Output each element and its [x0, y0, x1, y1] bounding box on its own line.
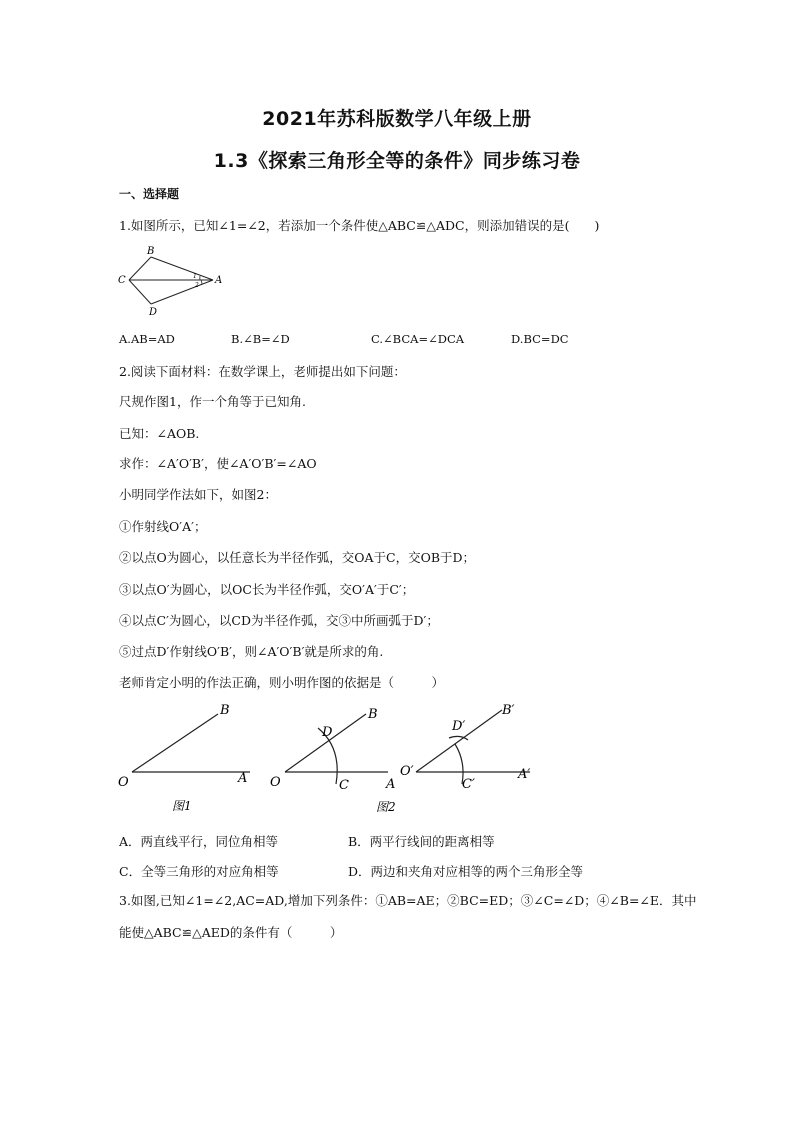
q2-line-10: ⑤过点D′作射线O′B′，则∠A′O′B′就是所求的角.: [119, 644, 384, 659]
q3-line-1: 3.如图,已知∠1=∠2,AC=AD,增加下列条件：①AB=AE；②BC=ED；③∠C=∠D；④∠B=∠E．其中: [119, 893, 697, 908]
fig3-label-c: C′: [462, 777, 475, 792]
fig2-label-a: A: [386, 777, 396, 792]
q1-label-a: A: [215, 275, 223, 286]
title-line-1: 2021年苏科版数学八年级上册: [262, 108, 532, 130]
q2-figure-3: [400, 703, 530, 792]
q1-figure: [115, 242, 225, 318]
q2-line-4: 求作：∠A′O′B′，使∠A′O′B′=∠AO: [119, 456, 317, 471]
fig3-label-a: A′: [518, 767, 531, 782]
q1-option-b: B.∠B=∠D: [231, 332, 290, 346]
q1-label-1: 1: [193, 273, 197, 280]
q2-line-2: 尺规作图1，作一个角等于已知角.: [119, 394, 306, 409]
q2-line-7: ②以点O为圆心，以任意长为半径作弧，交OA于C，交OB于D；: [119, 550, 476, 565]
q2-line-1: 2.阅读下面材料：在数学课上，老师提出如下问题：: [119, 364, 406, 379]
q2-line-11: 老师肯定小明的作法正确，则小明作图的依据是（ ）: [119, 675, 445, 690]
fig1-label-o: O: [118, 775, 129, 790]
q2-option-d: D．两边和夹角对应相等的两个三角形全等: [348, 864, 584, 879]
q2-figures: [110, 700, 550, 825]
fig1-label-b: B: [220, 703, 230, 718]
fig2-label-b: B: [368, 707, 378, 722]
q3-line-2: 能使△ABC≌△AED的条件有（ ）: [119, 925, 343, 940]
fig2-label-c: C: [339, 778, 349, 793]
q1-label-c: C: [118, 275, 126, 286]
q2-line-8: ③以点O′为圆心，以OC长为半径作弧，交O′A′于C′；: [119, 582, 415, 597]
fig3-label-b: B′: [502, 703, 515, 718]
q2-option-b: B．两平行线间的距离相等: [348, 834, 495, 849]
q2-figure-1: [118, 703, 250, 813]
section-heading: 一、选择题: [119, 187, 180, 201]
title-line-2: 1.3《探索三角形全等的条件》同步练习卷: [213, 150, 581, 172]
q1-option-d: D.BC=DC: [511, 332, 569, 346]
q2-option-c: C．全等三角形的对应角相等: [119, 864, 279, 879]
q2-option-a: A．两直线平行，同位角相等: [119, 834, 279, 849]
q1-stem: 1.如图所示，已知∠1=∠2，若添加一个条件使△ABC≌△ADC，则添加错误的是( ): [119, 218, 600, 233]
q2-line-3: 已知：∠AOB.: [119, 426, 200, 441]
fig2-label-d: D: [322, 725, 333, 740]
fig2-caption: 图2: [376, 800, 396, 814]
q1-label-b: B: [147, 246, 155, 257]
q2-line-9: ④以点C′为圆心，以CD为半径作弧，交③中所画弧于D′；: [119, 613, 439, 628]
q2-figure-2: [270, 707, 396, 814]
q2-line-5: 小明同学作法如下，如图2：: [119, 487, 277, 502]
q2-line-6: ①作射线O′A′；: [119, 519, 207, 534]
fig2-label-o: O: [270, 775, 281, 790]
q1-option-c: C.∠BCA=∠DCA: [371, 332, 465, 346]
q1-option-a: A.AB=AD: [119, 332, 175, 346]
fig1-label-a: A: [238, 771, 248, 786]
fig3-label-o: O′: [400, 764, 414, 779]
q1-label-2: 2: [195, 282, 199, 289]
fig3-label-d: D′: [452, 719, 466, 734]
fig1-caption: 图1: [172, 799, 192, 813]
q1-label-d: D: [149, 307, 158, 318]
